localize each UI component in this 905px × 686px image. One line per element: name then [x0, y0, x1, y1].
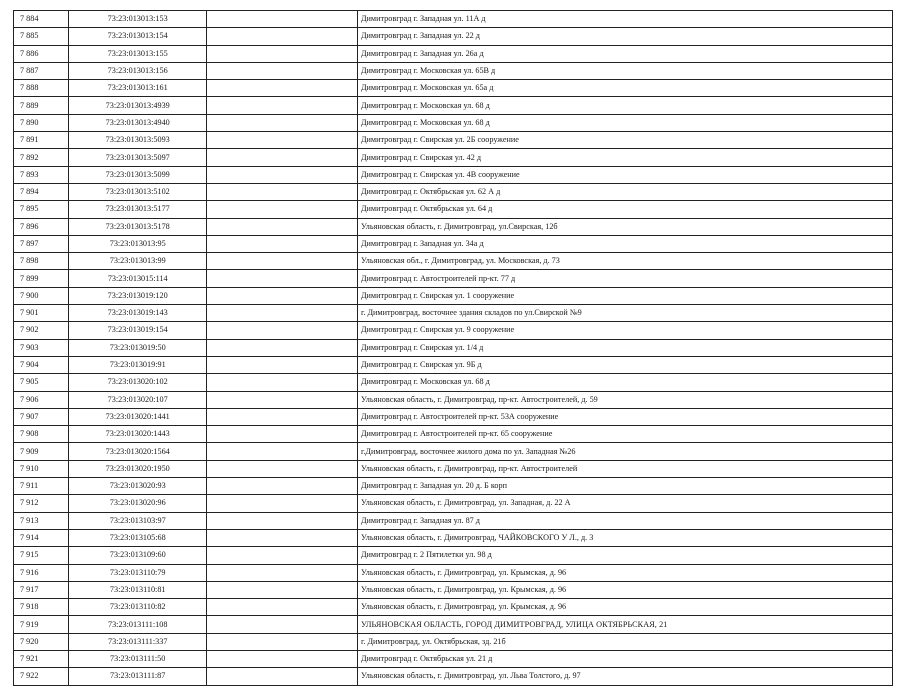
row-number-cell: 7 912 [14, 495, 69, 512]
cadastral-number-cell: 73:23:013013:154 [69, 28, 207, 45]
address-cell: Димитровград г. Свирская ул. 9 сооружение [357, 322, 892, 339]
empty-cell [207, 97, 358, 114]
empty-cell [207, 166, 358, 183]
row-number-cell: 7 891 [14, 132, 69, 149]
cadastral-number-cell: 73:23:013013:5178 [69, 218, 207, 235]
address-cell: Димитровград г. Московская ул. 68 д [357, 97, 892, 114]
table-row [14, 149, 893, 166]
table-row [14, 114, 893, 131]
address-cell: г.Димитровград, восточнее жилого дома по ул. Западная №26 [357, 443, 892, 460]
table-row [14, 374, 893, 391]
table-row [14, 391, 893, 408]
empty-cell [207, 253, 358, 270]
table-row [14, 132, 893, 149]
row-number-cell: 7 899 [14, 270, 69, 287]
cadastral-number-cell: 73:23:013013:5093 [69, 132, 207, 149]
cadastral-number-cell: 73:23:013013:5177 [69, 201, 207, 218]
cadastral-number-cell: 73:23:013020:1441 [69, 408, 207, 425]
empty-cell [207, 80, 358, 97]
row-number-cell: 7 903 [14, 339, 69, 356]
cadastral-number-cell: 73:23:013020:1564 [69, 443, 207, 460]
cadastral-number-cell: 73:23:013019:120 [69, 287, 207, 304]
empty-cell [207, 132, 358, 149]
address-cell: Димитровград г. Автостроителей пр-кт. 77 д [357, 270, 892, 287]
row-number-cell: 7 894 [14, 183, 69, 200]
address-cell: Димитровград г. Свирская ул. 1 сооружение [357, 287, 892, 304]
row-number-cell: 7 918 [14, 599, 69, 616]
row-number-cell: 7 889 [14, 97, 69, 114]
row-number-cell: 7 904 [14, 356, 69, 373]
cadastral-number-cell: 73:23:013019:143 [69, 305, 207, 322]
empty-cell [207, 633, 358, 650]
cadastral-number-cell: 73:23:013110:82 [69, 599, 207, 616]
empty-cell [207, 28, 358, 45]
table-row [14, 529, 893, 546]
table-row [14, 97, 893, 114]
cadastral-number-cell: 73:23:013020:1443 [69, 426, 207, 443]
cadastral-number-cell: 73:23:013019:50 [69, 339, 207, 356]
empty-cell [207, 287, 358, 304]
address-cell: Димитровград г. Московская ул. 68 д [357, 114, 892, 131]
address-cell: Димитровград г. Западная ул. 34а д [357, 235, 892, 252]
row-number-cell: 7 906 [14, 391, 69, 408]
row-number-cell: 7 897 [14, 235, 69, 252]
table-row [14, 443, 893, 460]
cadastral-number-cell: 73:23:013013:153 [69, 11, 207, 28]
table-row [14, 287, 893, 304]
cadastral-number-cell: 73:23:013105:68 [69, 529, 207, 546]
cadastral-number-cell: 73:23:013015:114 [69, 270, 207, 287]
row-number-cell: 7 887 [14, 62, 69, 79]
registry-sheet [13, 10, 893, 686]
cadastral-number-cell: 73:23:013103:97 [69, 512, 207, 529]
table-row [14, 460, 893, 477]
cadastral-number-cell: 73:23:013013:4940 [69, 114, 207, 131]
address-cell: Ульяновская область, г. Димитровград, пр-кт. Автостроителей, д. 59 [357, 391, 892, 408]
row-number-cell: 7 900 [14, 287, 69, 304]
address-cell: Димитровград г. Московская ул. 65В д [357, 62, 892, 79]
empty-cell [207, 322, 358, 339]
row-number-cell: 7 896 [14, 218, 69, 235]
row-number-cell: 7 890 [14, 114, 69, 131]
row-number-cell: 7 888 [14, 80, 69, 97]
empty-cell [207, 149, 358, 166]
row-number-cell: 7 893 [14, 166, 69, 183]
row-number-cell: 7 884 [14, 11, 69, 28]
table-row [14, 305, 893, 322]
cadastral-number-cell: 73:23:013013:155 [69, 45, 207, 62]
cadastral-number-cell: 73:23:013020:93 [69, 478, 207, 495]
address-cell: Димитровград г. Московская ул. 68 д [357, 374, 892, 391]
table-row [14, 45, 893, 62]
cadastral-number-cell: 73:23:013110:81 [69, 581, 207, 598]
cadastral-number-cell: 73:23:013013:95 [69, 235, 207, 252]
empty-cell [207, 564, 358, 581]
address-cell: Димитровград г. Западная ул. 11А д [357, 11, 892, 28]
row-number-cell: 7 901 [14, 305, 69, 322]
cadastral-number-cell: 73:23:013109:60 [69, 547, 207, 564]
address-cell: Димитровград г. Московская ул. 65а д [357, 80, 892, 97]
empty-cell [207, 529, 358, 546]
empty-cell [207, 512, 358, 529]
row-number-cell: 7 921 [14, 650, 69, 667]
table-row [14, 356, 893, 373]
cadastral-number-cell: 73:23:013013:5099 [69, 166, 207, 183]
table-row [14, 581, 893, 598]
empty-cell [207, 581, 358, 598]
cadastral-number-cell: 73:23:013019:91 [69, 356, 207, 373]
registry-table-body [14, 11, 893, 686]
row-number-cell: 7 922 [14, 668, 69, 685]
cadastral-number-cell: 73:23:013111:87 [69, 668, 207, 685]
row-number-cell: 7 895 [14, 201, 69, 218]
address-cell: Димитровград г. Автостроителей пр-кт. 53А сооружение [357, 408, 892, 425]
table-row [14, 183, 893, 200]
table-row [14, 426, 893, 443]
cadastral-number-cell: 73:23:013013:99 [69, 253, 207, 270]
empty-cell [207, 616, 358, 633]
empty-cell [207, 62, 358, 79]
row-number-cell: 7 886 [14, 45, 69, 62]
address-cell: Димитровград г. 2 Пятилетки ул. 98 д [357, 547, 892, 564]
row-number-cell: 7 892 [14, 149, 69, 166]
empty-cell [207, 183, 358, 200]
table-row [14, 218, 893, 235]
address-cell: Ульяновская область, г. Димитровград, пр-кт. Автостроителей [357, 460, 892, 477]
cadastral-number-cell: 73:23:013111:50 [69, 650, 207, 667]
row-number-cell: 7 910 [14, 460, 69, 477]
address-cell: Ульяновская область, г. Димитровград, ул. Западная, д. 22 А [357, 495, 892, 512]
empty-cell [207, 356, 358, 373]
row-number-cell: 7 905 [14, 374, 69, 391]
table-row [14, 270, 893, 287]
row-number-cell: 7 908 [14, 426, 69, 443]
address-cell: Димитровград г. Свирская ул. 42 д [357, 149, 892, 166]
cadastral-number-cell: 73:23:013020:102 [69, 374, 207, 391]
address-cell: г. Димитровград, восточнее здания складов по ул.Свирской №9 [357, 305, 892, 322]
cadastral-number-cell: 73:23:013013:156 [69, 62, 207, 79]
row-number-cell: 7 916 [14, 564, 69, 581]
empty-cell [207, 426, 358, 443]
empty-cell [207, 11, 358, 28]
table-row [14, 28, 893, 45]
address-cell: Ульяновская область, г. Димитровград, ул.Свирская, 12б [357, 218, 892, 235]
registry-table [13, 10, 893, 686]
address-cell: Ульяновская область, г. Димитровград, ул. Крымская, д. 96 [357, 599, 892, 616]
table-row [14, 478, 893, 495]
empty-cell [207, 374, 358, 391]
empty-cell [207, 391, 358, 408]
address-cell: Димитровград г. Свирская ул. 1/4 д [357, 339, 892, 356]
empty-cell [207, 305, 358, 322]
empty-cell [207, 668, 358, 685]
row-number-cell: 7 919 [14, 616, 69, 633]
empty-cell [207, 443, 358, 460]
empty-cell [207, 218, 358, 235]
cadastral-number-cell: 73:23:013019:154 [69, 322, 207, 339]
row-number-cell: 7 885 [14, 28, 69, 45]
table-row [14, 564, 893, 581]
empty-cell [207, 45, 358, 62]
address-cell: Ульяновская область, г. Димитровград, ЧАЙКОВСКОГО У Л., д. 3 [357, 529, 892, 546]
address-cell: Димитровград г. Свирская ул. 4В сооружение [357, 166, 892, 183]
table-row [14, 201, 893, 218]
empty-cell [207, 270, 358, 287]
empty-cell [207, 339, 358, 356]
address-cell: Димитровград г. Западная ул. 22 д [357, 28, 892, 45]
cadastral-number-cell: 73:23:013020:1950 [69, 460, 207, 477]
cadastral-number-cell: 73:23:013110:79 [69, 564, 207, 581]
address-cell: Ульяновская область, г. Димитровград, ул. Крымская, д. 96 [357, 581, 892, 598]
row-number-cell: 7 898 [14, 253, 69, 270]
row-number-cell: 7 902 [14, 322, 69, 339]
address-cell: Димитровград г. Западная ул. 87 д [357, 512, 892, 529]
table-row [14, 512, 893, 529]
address-cell: Димитровград г. Октябрьская ул. 62 А д [357, 183, 892, 200]
address-cell: Димитровград г. Свирская ул. 9Б д [357, 356, 892, 373]
cadastral-number-cell: 73:23:013013:4939 [69, 97, 207, 114]
cadastral-number-cell: 73:23:013111:108 [69, 616, 207, 633]
table-row [14, 633, 893, 650]
table-row [14, 599, 893, 616]
table-row [14, 650, 893, 667]
empty-cell [207, 114, 358, 131]
table-row [14, 166, 893, 183]
cadastral-number-cell: 73:23:013111:337 [69, 633, 207, 650]
row-number-cell: 7 914 [14, 529, 69, 546]
table-row [14, 495, 893, 512]
empty-cell [207, 650, 358, 667]
table-row [14, 339, 893, 356]
row-number-cell: 7 913 [14, 512, 69, 529]
cadastral-number-cell: 73:23:013020:107 [69, 391, 207, 408]
empty-cell [207, 599, 358, 616]
empty-cell [207, 201, 358, 218]
address-cell: Димитровград г. Автостроителей пр-кт. 65 сооружение [357, 426, 892, 443]
table-row [14, 253, 893, 270]
table-row [14, 408, 893, 425]
address-cell: Димитровград г. Свирская ул. 2Б сооружение [357, 132, 892, 149]
table-row [14, 322, 893, 339]
empty-cell [207, 547, 358, 564]
cadastral-number-cell: 73:23:013013:5097 [69, 149, 207, 166]
cadastral-number-cell: 73:23:013013:161 [69, 80, 207, 97]
table-row [14, 235, 893, 252]
table-row [14, 11, 893, 28]
address-cell: г. Димитровград, ул. Октябрьская, зд. 21б [357, 633, 892, 650]
table-row [14, 547, 893, 564]
address-cell: Димитровград г. Октябрьская ул. 21 д [357, 650, 892, 667]
table-row [14, 62, 893, 79]
cadastral-number-cell: 73:23:013020:96 [69, 495, 207, 512]
row-number-cell: 7 915 [14, 547, 69, 564]
row-number-cell: 7 907 [14, 408, 69, 425]
row-number-cell: 7 909 [14, 443, 69, 460]
address-cell: Димитровград г. Октябрьская ул. 64 д [357, 201, 892, 218]
address-cell: Ульяновская обл., г. Димитровград, ул. Московская, д. 73 [357, 253, 892, 270]
empty-cell [207, 460, 358, 477]
empty-cell [207, 478, 358, 495]
address-cell: Димитровград г. Западная ул. 20 д. Б корп [357, 478, 892, 495]
address-cell: Ульяновская область, г. Димитровград, ул. Крымская, д. 96 [357, 564, 892, 581]
table-row [14, 616, 893, 633]
address-cell: Ульяновская область, г. Димитровград, ул. Льва Толстого, д. 97 [357, 668, 892, 685]
row-number-cell: 7 911 [14, 478, 69, 495]
empty-cell [207, 495, 358, 512]
cadastral-number-cell: 73:23:013013:5102 [69, 183, 207, 200]
address-cell: УЛЬЯНОВСКАЯ ОБЛАСТЬ, ГОРОД ДИМИТРОВГРАД, УЛИЦА ОКТЯБРЬСКАЯ, 21 [357, 616, 892, 633]
empty-cell [207, 235, 358, 252]
row-number-cell: 7 917 [14, 581, 69, 598]
row-number-cell: 7 920 [14, 633, 69, 650]
table-row [14, 668, 893, 685]
address-cell: Димитровград г. Западная ул. 26а д [357, 45, 892, 62]
table-row [14, 80, 893, 97]
empty-cell [207, 408, 358, 425]
